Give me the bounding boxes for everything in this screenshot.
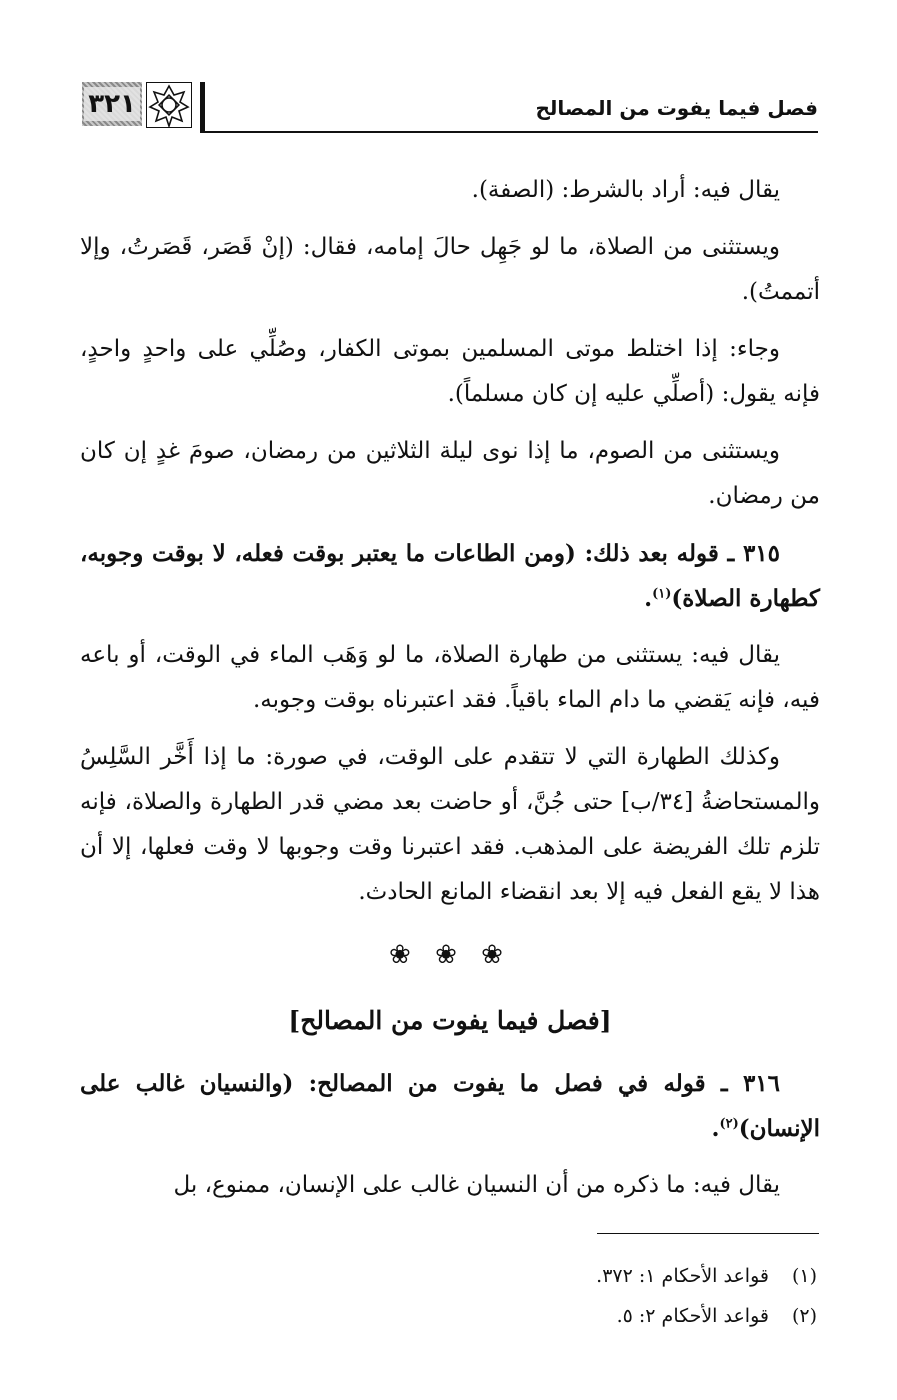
- paragraph: يقال فيه: ما ذكره من أن النسيان غالب على الإنسان، ممنوع، بل: [173, 1172, 780, 1198]
- paragraph-issue-315: [80, 531, 820, 621]
- paragraph: وكذلك الطهارة التي لا تتقدم على الوقت، في صورة: ما إذا أَخَّر السَّلِسُ والمستحاضةُ [٣٤/ب] حتى جُنَّ، أو حاضت بعد مضي قدر الطهارة والصلاة، فإنه تلزم تلك الفريضة على المذهب. فقد اعتبرنا وقت وجوبها لا وقت فعلها، إلا أن هذا لا يقع الفعل فيه إلا بعد انقضاء المانع الحادث.: [80, 744, 820, 905]
- section-separator: ❀ ❀ ❀: [389, 940, 511, 970]
- page-number: ٣٢١: [84, 87, 140, 121]
- paragraph: يقال فيه: أراد بالشرط: (الصفة).: [471, 177, 780, 203]
- paragraph-issue-316: [80, 1061, 820, 1151]
- footnote-2: [317, 1298, 817, 1334]
- page-number-box: [82, 82, 142, 126]
- footnotes: [317, 1258, 817, 1338]
- footnote-text: قواعد الأحكام ٢: ٥.: [616, 1305, 769, 1327]
- footnote-text: قواعد الأحكام ١: ٣٧٢.: [596, 1265, 769, 1287]
- footnote-number: (٢): [791, 1305, 817, 1327]
- ornament-icon: [146, 82, 192, 128]
- footnote-ref-2[interactable]: (٢): [719, 1116, 739, 1132]
- footnote-number: (١): [791, 1265, 817, 1287]
- paragraph: ويستثنى من الصوم، ما إذا نوى ليلة الثلاثين من رمضان، صومَ غدٍ إن كان من رمضان.: [80, 438, 820, 509]
- header-divider-bar: [200, 82, 205, 132]
- issue-316-end: .: [711, 1115, 720, 1142]
- footnote-ref-1[interactable]: (١): [652, 586, 672, 602]
- footnote-rule: [597, 1233, 819, 1234]
- main-text: [80, 168, 820, 1220]
- paragraph: وجاء: إذا اختلط موتى المسلمين بموتى الكفار، وصُلِّي على واحدٍ واحدٍ، فإنه يقول: (أصلِّي عليه إن كان مسلماً).: [80, 336, 820, 407]
- section-heading: [فصل فيما يفوت من المصالح]: [288, 1006, 612, 1035]
- paragraph: يقال فيه: يستثنى من طهارة الصلاة، ما لو وَهَب الماء في الوقت، أو باعه فيه، فإنه يَقضي ما دام الماء باقياً. فقد اعتبرناه بوقت وجوبه.: [80, 642, 820, 713]
- issue-315-text: ٣١٥ ـ قوله بعد ذلك: (ومن الطاعات ما يعتبر بوقت فعله، لا بوقت وجوبه، كطهارة الصلاة): [80, 540, 820, 612]
- footnote-1: [317, 1258, 817, 1294]
- issue-315-end: .: [644, 585, 653, 612]
- header-rule: [200, 131, 818, 133]
- paragraph: ويستثنى من الصلاة، ما لو جَهِل حالَ إمامه، فقال: (إنْ قَصَر، قَصَرتُ، وإلا أتممتُ).: [80, 234, 820, 305]
- issue-316-text: ٣١٦ ـ قوله في فصل ما يفوت من المصالح: (والنسيان غالب على الإنسان): [80, 1070, 820, 1142]
- page-header: [82, 82, 818, 134]
- running-title: فصل فيما يفوت من المصالح: [535, 96, 818, 120]
